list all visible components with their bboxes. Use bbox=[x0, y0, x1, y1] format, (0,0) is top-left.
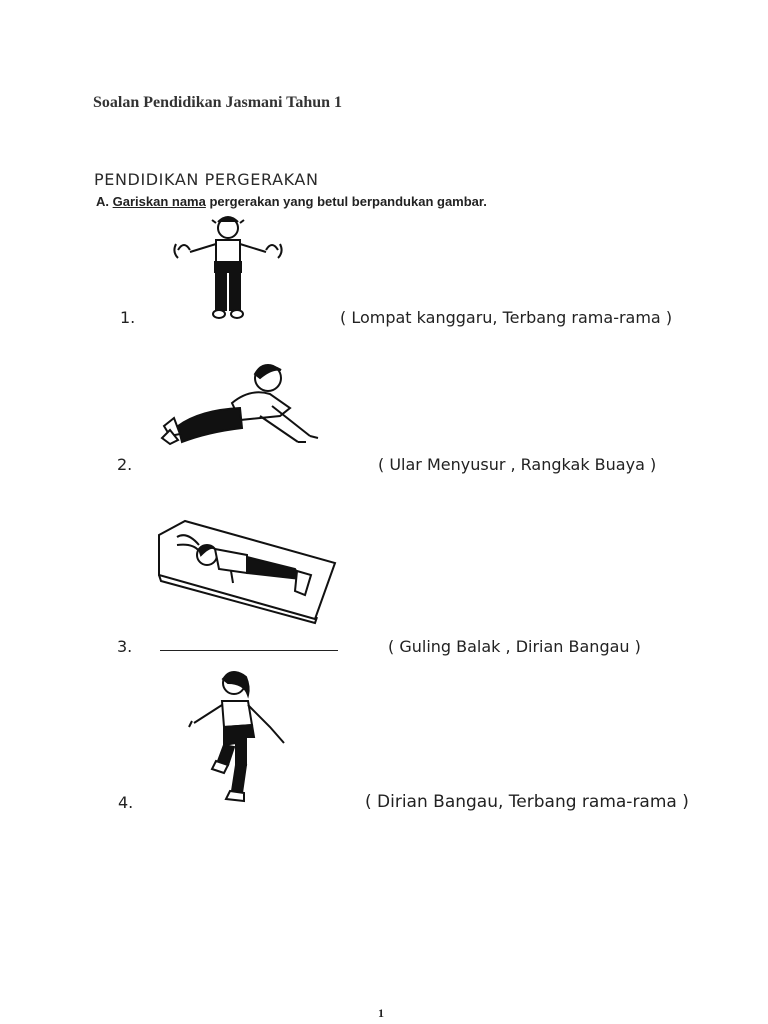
question-3-options: ( Guling Balak , Dirian Bangau ) bbox=[388, 637, 641, 656]
question-1-options: ( Lompat kanggaru, Terbang rama-rama ) bbox=[340, 308, 673, 327]
instruction-rest: pergerakan yang betul berpandukan gambar. bbox=[205, 194, 487, 209]
question-4-options: ( Dirian Bangau, Terbang rama-rama ) bbox=[365, 792, 689, 812]
instruction bbox=[96, 194, 487, 209]
child-standing-one-leg-illustration bbox=[188, 665, 288, 810]
question-4-picture bbox=[188, 665, 288, 810]
question-2-number: 2. bbox=[117, 455, 133, 474]
instruction-prefix: A. bbox=[96, 194, 113, 209]
question-1-number: 1. bbox=[120, 308, 136, 327]
question-4-number: 4. bbox=[118, 793, 134, 812]
page-number: 1 bbox=[378, 1006, 384, 1020]
question-2-picture bbox=[160, 358, 330, 453]
question-2-options: ( Ular Menyusur , Rangkak Buaya ) bbox=[378, 455, 657, 474]
question-3-picture bbox=[155, 515, 340, 625]
document-title: Soalan Pendidikan Jasmani Tahun 1 bbox=[93, 94, 343, 111]
child-arms-flapping-illustration bbox=[168, 210, 288, 325]
child-crawling-prone-illustration bbox=[160, 358, 330, 453]
section-title: PENDIDIKAN PERGERAKAN bbox=[94, 170, 319, 189]
question-1-picture bbox=[168, 210, 288, 325]
instruction-underlined: Gariskan nama bbox=[112, 194, 206, 209]
child-lying-on-mat-illustration bbox=[155, 515, 340, 625]
question-3-number: 3. bbox=[117, 637, 133, 656]
question-3-answer-rule bbox=[160, 650, 338, 651]
